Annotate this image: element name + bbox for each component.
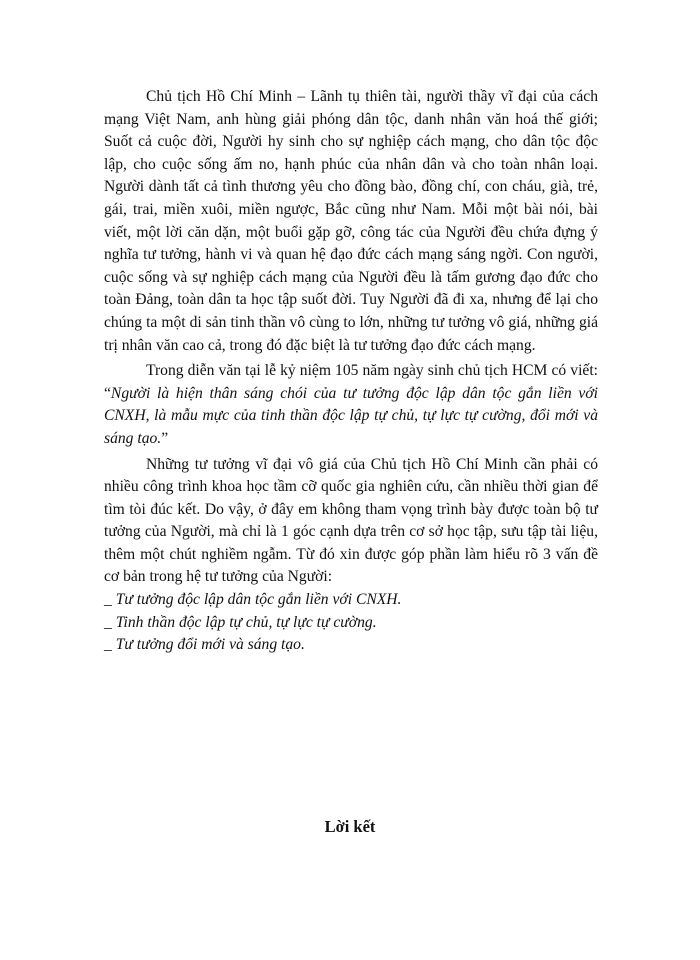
bullet-marker: _: [104, 591, 116, 609]
list-item: [104, 634, 598, 657]
document-body: [104, 86, 598, 657]
list-item-text: Tinh thần độc lập tự chủ, tự lực tự cường.: [115, 613, 377, 631]
list-item-text: Tư tưởng đổi mới và sáng tạo.: [115, 636, 305, 654]
list-item: [104, 589, 598, 612]
topic-list: [104, 589, 598, 657]
quote-paragraph: [104, 360, 598, 450]
quote-text: Người là hiện thân sáng chói của tư tưởng độc lập dân tộc gắn liền với CNXH, là mẫu mực của tinh thần độc lập tự chủ, tự lực tự cường, đổi mới và sáng tạo.: [104, 384, 598, 447]
list-item-text: Tư tưởng độc lập dân tộc gắn liền với CNXH.: [115, 591, 402, 609]
quote-lead: Trong diễn văn tại lễ kỷ niệm 105 năm ngày sinh chủ tịch HCM có viết: “: [104, 362, 598, 402]
quote-end: ”: [161, 429, 169, 447]
section-heading: Lời kết: [324, 817, 376, 836]
scope-paragraph: Những tư tưởng vĩ đại vô giá của Chủ tịch Hồ Chí Minh cần phải có nhiều công trình khoa học tầm cỡ quốc gia nghiên cứu, cần nhiều thời gian để tìm tòi đúc kết. Do vậy, ở đây em không tham vọng trình bày được toàn bộ tư tưởng của Người, mà chỉ là 1 góc cạnh dựa trên cơ sở học tập, sưu tập tài liệu, thêm một chút nghiềm ngẫm. Từ đó xin được góp phần làm hiểu rõ 3 vấn đề cơ bản trong hệ tư tưởng của Người:: [104, 455, 598, 586]
bullet-marker: _: [104, 636, 116, 654]
list-item: [104, 612, 598, 635]
bullet-marker: _: [104, 613, 116, 631]
intro-paragraph: Chủ tịch Hồ Chí Minh – Lãnh tụ thiên tài, người thầy vĩ đại của cách mạng Việt Nam, anh hùng giải phóng dân tộc, danh nhân văn hoá thế giới; Suốt cả cuộc đời, Người hy sinh cho sự nghiệp cách mạng, cho dân tộc độc lập, cho cuộc sống ấm no, hạnh phúc của nhân dân và cho toàn nhân loại. Người dành tất cả tình thương yêu cho đồng bào, đồng chí, con cháu, già, trẻ, gái, trai, miền xuôi, miền ngược, Bắc cũng như Nam. Mỗi một bài nói, bài viết, một lời căn dặn, một buổi gặp gỡ, công tác của Người đều chứa đựng ý nghĩa tư tưởng, hành vi và quan hệ đạo đức cách mạng sáng ngời. Con người, cuộc sống và sự nghiệp cách mạng của Người đều là tấm gương đạo đức cho toàn Đảng, toàn dân ta học tập suốt đời. Tuy Người đã đi xa, nhưng để lại cho chúng ta một di sản tinh thần vô cùng to lớn, những tư tưởng vô giá, những giá trị nhân văn cao cả, trong đó đặc biệt là tư tưởng đạo đức cách mạng.: [104, 88, 598, 354]
